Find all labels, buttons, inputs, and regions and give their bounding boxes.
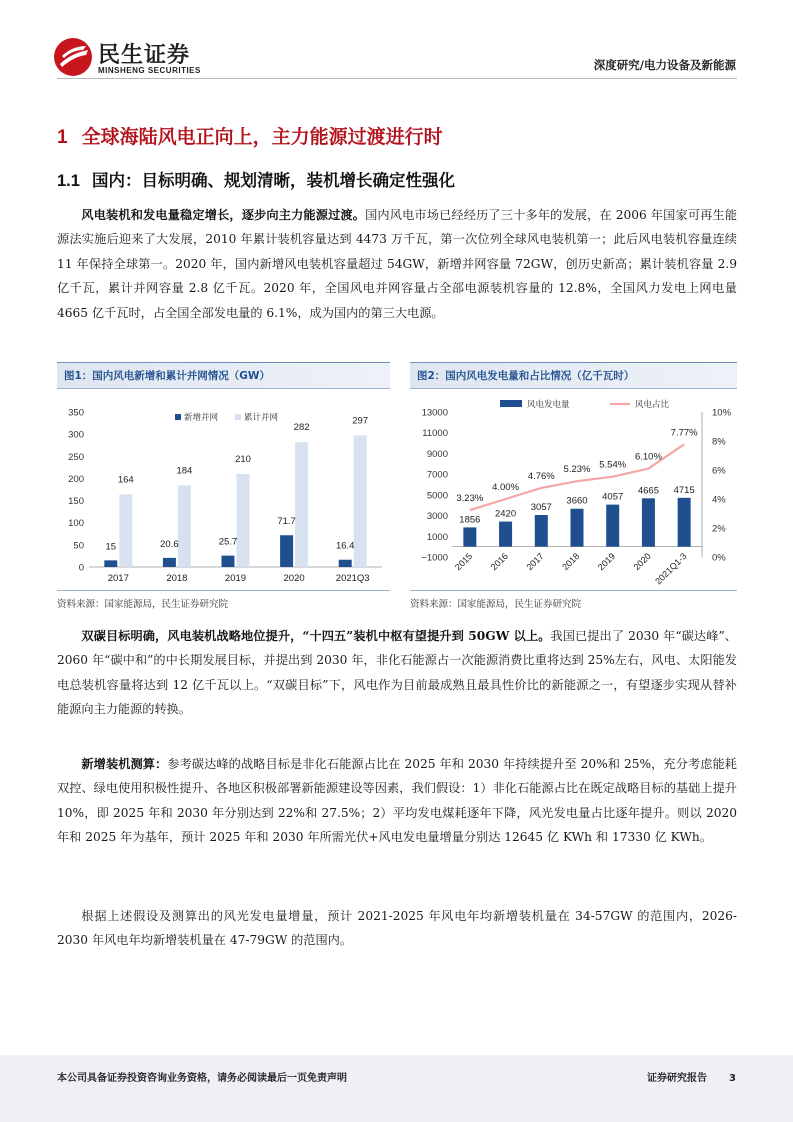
footer-right (647, 1069, 736, 1084)
data-label-new: 16.4 (335, 540, 355, 552)
data-label-cumulative: 164 (117, 474, 134, 486)
y-tick-label: 200 (68, 473, 84, 485)
legend-swatch-cumulative (235, 414, 241, 420)
section-title: 全球海陆风电正向上，主力能源过渡进行时 (81, 126, 443, 148)
data-label-share: 4.76% (527, 470, 555, 482)
data-label-new: 15 (105, 541, 117, 553)
x-tick-label: 2017 (524, 550, 546, 573)
x-tick-label: 2019 (595, 550, 618, 573)
data-label-generation: 3660 (566, 495, 588, 507)
y-left-tick-label: 11000 (422, 428, 448, 440)
paragraph-dual-carbon (57, 624, 737, 722)
paragraph-body: 参考碳达峰的战略目标是非化石能源占比在 2025 年和 2030 年持续提升至 20%和 25%，充分考虑能耗双控、绿电使用积极性提升、各地区积极部署新能源建设等因素，我们假设：1）非化石能源占比在既定战略目标的基础上提升 10%，即 2025 年和 2030 年分别达到 22%和 27.5%；2）平均发电煤耗逐年下降，风光发电量占比逐年提升。则以 2020 年和 2025 年为基年，预计 2025 年和 2030 年所需光伏+风电发电量增量分别达 12645 亿 KWh 和 17330 亿 KWh。 (57, 757, 737, 845)
bar-cumulative (354, 435, 367, 567)
x-tick-label: 2018 (166, 573, 188, 584)
data-label-share: 4.00% (492, 482, 520, 493)
bar-cumulative (178, 486, 191, 567)
bar-generation (678, 498, 691, 547)
data-label-generation: 1856 (459, 514, 481, 526)
x-tick-label: 2021Q1-3 (653, 550, 689, 587)
logo-text-cn: 民生证券 (98, 43, 191, 68)
x-tick-label: 2021Q3 (335, 573, 370, 584)
y-right-tick-label: 8% (712, 436, 726, 448)
x-tick-label: 2017 (107, 573, 129, 584)
figure2-title: 图2：国内风电发电量和占比情况（亿千瓦时） (410, 362, 737, 388)
bar-cumulative (237, 474, 250, 567)
footer-doc-type: 证券研究报告 (647, 1073, 708, 1084)
y-tick-label: 100 (68, 518, 84, 530)
figure1-rule (57, 388, 390, 389)
paragraph-body: 根据上述假设及测算出的风光发电量增量，预计 2021-2025 年风电年均新增装机量在 34-57GW 的范围内，2026-2030 年风电年均新增装机量在 47-79GW 的范围内。 (57, 909, 737, 948)
y-right-tick-label: 6% (712, 465, 726, 477)
section-heading-1 (57, 122, 443, 149)
x-tick-label: 2019 (224, 573, 247, 584)
y-left-tick-label: 9000 (426, 448, 448, 460)
footer-disclaimer: 本公司具备证券投资咨询业务资格，请务必阅读最后一页免责声明 (57, 1073, 347, 1084)
x-tick-label: 2016 (488, 550, 510, 573)
figure1-source: 资料来源：国家能源局，民生证券研究院 (57, 599, 229, 610)
subsection-number: 1.1 (57, 172, 80, 190)
paragraph-lead: 风电装机和发电量稳定增长，逐步向主力能源过渡。 (81, 208, 366, 222)
legend-swatch-new (175, 414, 181, 420)
company-logo (52, 36, 222, 80)
paragraph-body: 我国已提出了 2030 年“碳达峰”、2060 年“碳中和”的中长期发展目标，并提出到 2030 年，非化石能源占一次能源消费比重将达到 25%左右，风电、太阳能发电总装机容量将达到 12 亿千瓦以上。“双碳目标”下，风电作为目前最成熟且最具性价比的新能源之一，有望逐步实现从替补能源向主力能源的转换。 (57, 629, 737, 717)
figure1-title: 图1：国内风电新增和累计并网情况（GW） (57, 362, 390, 388)
x-tick-label: 2015 (453, 550, 475, 573)
y-left-tick-label: 13000 (421, 407, 448, 419)
bar-generation (571, 509, 584, 547)
data-label-share: 3.23% (456, 493, 484, 505)
bar-generation (535, 515, 548, 547)
y-right-tick-label: 2% (712, 523, 726, 535)
y-tick-label: 150 (68, 496, 84, 508)
y-left-tick-label: 5000 (426, 490, 448, 502)
paragraph-new-install-calc (57, 752, 737, 850)
legend-label-generation: 风电发电量 (527, 399, 570, 409)
legend-label-share: 风电占比 (635, 399, 670, 409)
legend-label-cumulative: 累计并网 (244, 412, 279, 422)
data-label-cumulative: 184 (176, 465, 193, 477)
data-label-new: 71.7 (277, 516, 296, 528)
section-heading-1-1 (57, 167, 455, 191)
y-left-tick-label: 1000 (426, 531, 448, 543)
paragraph-forecast-range (57, 904, 737, 953)
data-label-generation: 3057 (530, 501, 552, 513)
x-tick-label: 2020 (631, 550, 653, 573)
page-number: 3 (729, 1073, 736, 1084)
y-right-tick-label: 4% (712, 494, 726, 506)
y-tick-label: 50 (73, 540, 84, 552)
bar-new (104, 560, 117, 567)
data-label-share: 5.54% (599, 459, 627, 471)
bar-new (222, 556, 235, 567)
data-label-share: 6.10% (634, 451, 662, 463)
paragraph-lead: 双碳目标明确，风电装机战略地位提升，“十四五”装机中枢有望提升到 50GW 以上。 (81, 629, 551, 643)
figure2-bottom-rule (410, 590, 737, 591)
bar-generation (463, 527, 476, 546)
x-tick-label: 2020 (283, 573, 305, 584)
subsection-title: 国内：目标明确、规划清晰，装机增长确定性强化 (91, 171, 455, 190)
data-label-cumulative: 210 (235, 454, 251, 465)
header-divider (57, 78, 737, 79)
bar-new (280, 535, 293, 567)
paragraph-lead: 新增装机测算： (81, 757, 168, 771)
x-tick-label: 2018 (560, 550, 582, 573)
data-label-generation: 4715 (673, 484, 695, 496)
data-label-new: 25.7 (218, 536, 238, 548)
logo-mark-icon (52, 36, 94, 78)
y-left-tick-label: −1000 (421, 552, 448, 564)
figure1-chart (57, 392, 390, 590)
paragraph-body: 国内风电市场已经经历了三十多年的发展，在 2006 年国家可再生能源法实施后迎来了大发展，2010 年累计装机容量达到 4473 万千瓦，第一次位列全球风电装机第一；此后风电装机容量连续 11 年保持全球第一。2020 年，国内新增风电装机容量超过 54GW，新增并网容量 72GW，创历史新高；累计装机容量 2.9 亿千瓦，累计并网容量 2.8 亿千瓦。2020 年，全国风电并网容量占全部电源装机容量的 12.8%，全国风力发电上网电量 4665 亿千瓦时，占全国全部发电量的 6.1%，成为国内的第三大电源。 (57, 208, 738, 320)
footer-bar (0, 1055, 793, 1122)
y-tick-label: 350 (68, 407, 84, 419)
data-label-cumulative: 297 (352, 415, 369, 427)
y-tick-label: 300 (68, 429, 84, 441)
report-type-label: 深度研究/电力设备及新能源 (593, 58, 736, 72)
figure1-bottom-rule (57, 590, 390, 591)
y-tick-label: 0 (78, 562, 84, 574)
bar-generation (606, 505, 619, 547)
y-right-tick-label: 10% (712, 407, 732, 419)
bar-generation (499, 522, 512, 547)
figure2-rule (410, 388, 737, 389)
figure2-source: 资料来源：国家能源局，民生证券研究院 (410, 599, 582, 610)
y-right-tick-label: 0% (712, 552, 726, 564)
data-label-cumulative: 282 (293, 422, 310, 434)
logo-text-en: MINSHENG SECURITIES (98, 66, 201, 75)
data-label-share: 7.77% (670, 427, 698, 439)
y-left-tick-label: 7000 (426, 469, 448, 481)
y-tick-label: 250 (68, 451, 84, 463)
y-left-tick-label: 3000 (426, 511, 448, 523)
legend-label-new: 新增并网 (184, 412, 219, 422)
bar-cumulative (295, 442, 308, 567)
figure2-chart (410, 392, 737, 590)
bar-generation (642, 498, 655, 546)
data-label-new: 20.6 (160, 538, 179, 550)
bar-new (163, 558, 176, 567)
data-label-generation: 2420 (495, 508, 517, 520)
bar-new (339, 560, 352, 567)
data-label-generation: 4665 (637, 485, 659, 497)
legend-swatch-generation (500, 400, 522, 407)
paragraph-wind-growth (57, 203, 737, 325)
data-label-generation: 4057 (602, 491, 624, 503)
bar-cumulative (119, 494, 132, 567)
section-number: 1 (57, 127, 68, 148)
data-label-share: 5.23% (563, 464, 591, 476)
